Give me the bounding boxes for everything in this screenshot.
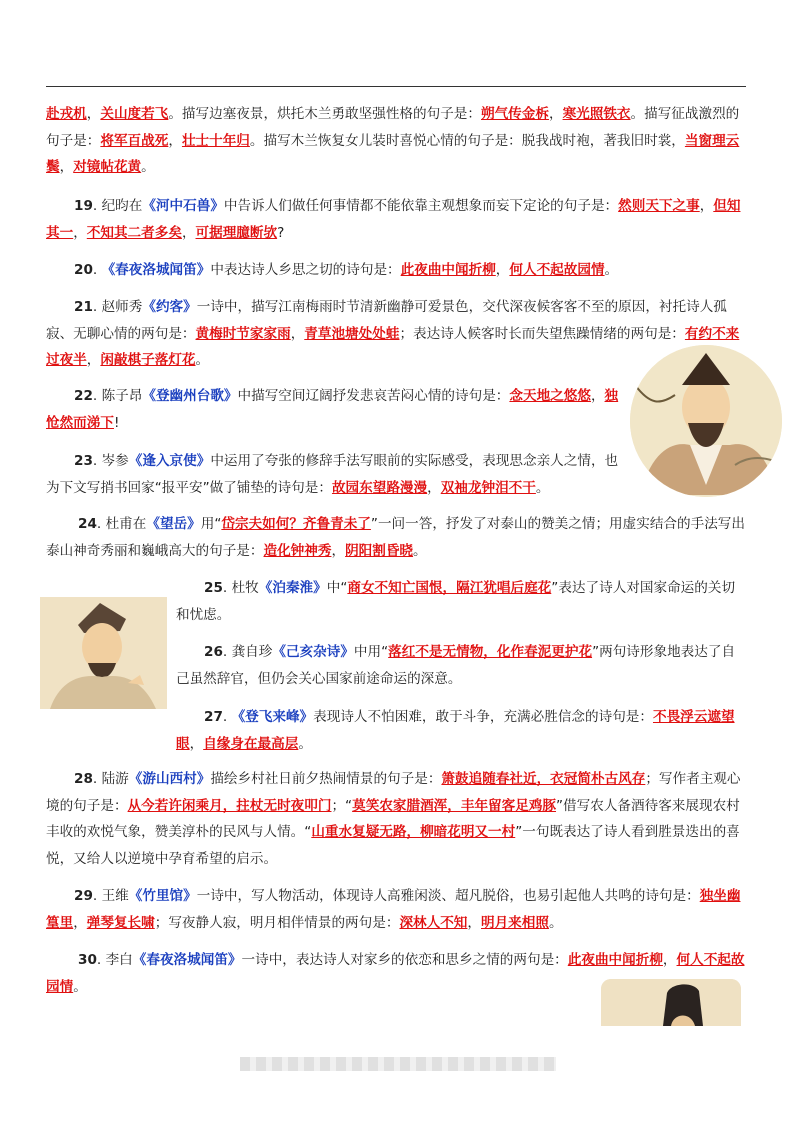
item-20: 20. 《春夜洛城闻笛》中表达诗人乡思之切的诗句是：此夜曲中闻折柳，何人不起故园情。	[74, 262, 619, 278]
item-28: 28. 陆游《游山西村》描绘乡村社日前夕热闹情景的句子是：箫鼓追随春社近，衣冠简朴古风存；写作者主观心境的句子是：从今若许闲乘月，拄杖无时夜叩门；“莫笑农家腊酒浑，丰年留客足鸡豚”借写农人备酒待客来展现农村丰收的欢悦气象，赞美淳朴的民风与人情。“山重水复疑无路，柳暗花明又一村”一句既表达了诗人看到胜景迭出的喜悦，又给人以逆境中孕育希望的启示。	[46, 771, 741, 867]
item-21: 21. 赵师秀《约客》一诗中，描写江南梅雨时节清新幽静可爱景色，交代深夜候客客不至的原因，衬托诗人孤寂、无聊心情的两句是：黄梅时节家家雨，青草池塘处处蛙；表达诗人候客时长而失望焦躁情绪的两句是：有约不来过夜半，闲敲棋子落灯花。	[46, 299, 740, 368]
item-26: 26. 龚自珍《己亥杂诗》中用“落红不是无情物，化作春泥更护花”两句诗形象地表达了自己虽然辞官，但仍会关心国家前途命运的深意。	[176, 644, 736, 687]
item-24: 24. 杜甫在《望岳》用“岱宗夫如何？齐鲁青未了”一问一答，抒发了对泰山的赞美之情；用虚实结合的手法写出泰山神奇秀丽和巍峨高大的句子是：造化钟神秀，阴阳割昏晓。	[46, 516, 745, 559]
item-25: 25. 杜牧《泊秦淮》中“商女不知亡国恨，隔江犹唱后庭花”表达了诗人对国家命运的关切和忧虑。	[176, 580, 736, 623]
item-23: 23. 岑参《逢入京使》中运用了夸张的修辞手法写眼前的实际感受，表现思念亲人之情，也为下文写捎书回家“报平安”做了铺垫的诗句是：故园东望路漫漫，双袖龙钟泪不干。	[46, 453, 619, 496]
item-22: 22. 陈子昂《登幽州台歌》中描写空间辽阔抒发悲哀苦闷心情的诗句是：念天地之悠悠，独怆然而涕下!	[46, 388, 619, 431]
poet-portrait-image	[40, 597, 167, 709]
item-18-continuation: 赴戎机，关山度若飞。描写边塞夜景，烘托木兰勇敢坚强性格的句子是：朔气传金柝，寒光照铁衣。描写征战激烈的句子是：将军百战死，壮士十年归。描写木兰恢复女儿装时喜悦心情的句子是：脱我战时袍，著我旧时裳，当窗理云鬓，对镜帖花黄。	[46, 106, 740, 175]
header-rule	[46, 86, 746, 87]
item-19: 19. 纪昀在《河中石兽》中告诉人们做任何事情都不能依靠主观想象而妄下定论的句子是：然则天下之事，但知其一，不知其二者多矣，可据理臆断欤?	[46, 198, 741, 241]
item-29: 29. 王维《竹里馆》一诗中，写人物活动，体现诗人高雅闲淡、超凡脱俗，也易引起他人共鸣的诗句是：独坐幽篁里，弹琴复长啸；写夜静人寂，明月相伴情景的两句是：深林人不知，明月来相照。	[46, 888, 741, 931]
item-27: 27. 《登飞来峰》表现诗人不怕困难，敢于斗争，充满必胜信念的诗句是：不畏浮云遮望眼，自缘身在最高层。	[176, 709, 735, 752]
item-30: 30. 李白《春夜洛城闻笛》一诗中，表达诗人对家乡的依恋和思乡之情的两句是：此夜曲中闻折柳，何人不起故园情。	[46, 952, 745, 995]
blurred-footer-watermark	[240, 1057, 556, 1071]
poet-portrait-image	[630, 345, 782, 497]
poet-portrait-image	[601, 979, 741, 1026]
